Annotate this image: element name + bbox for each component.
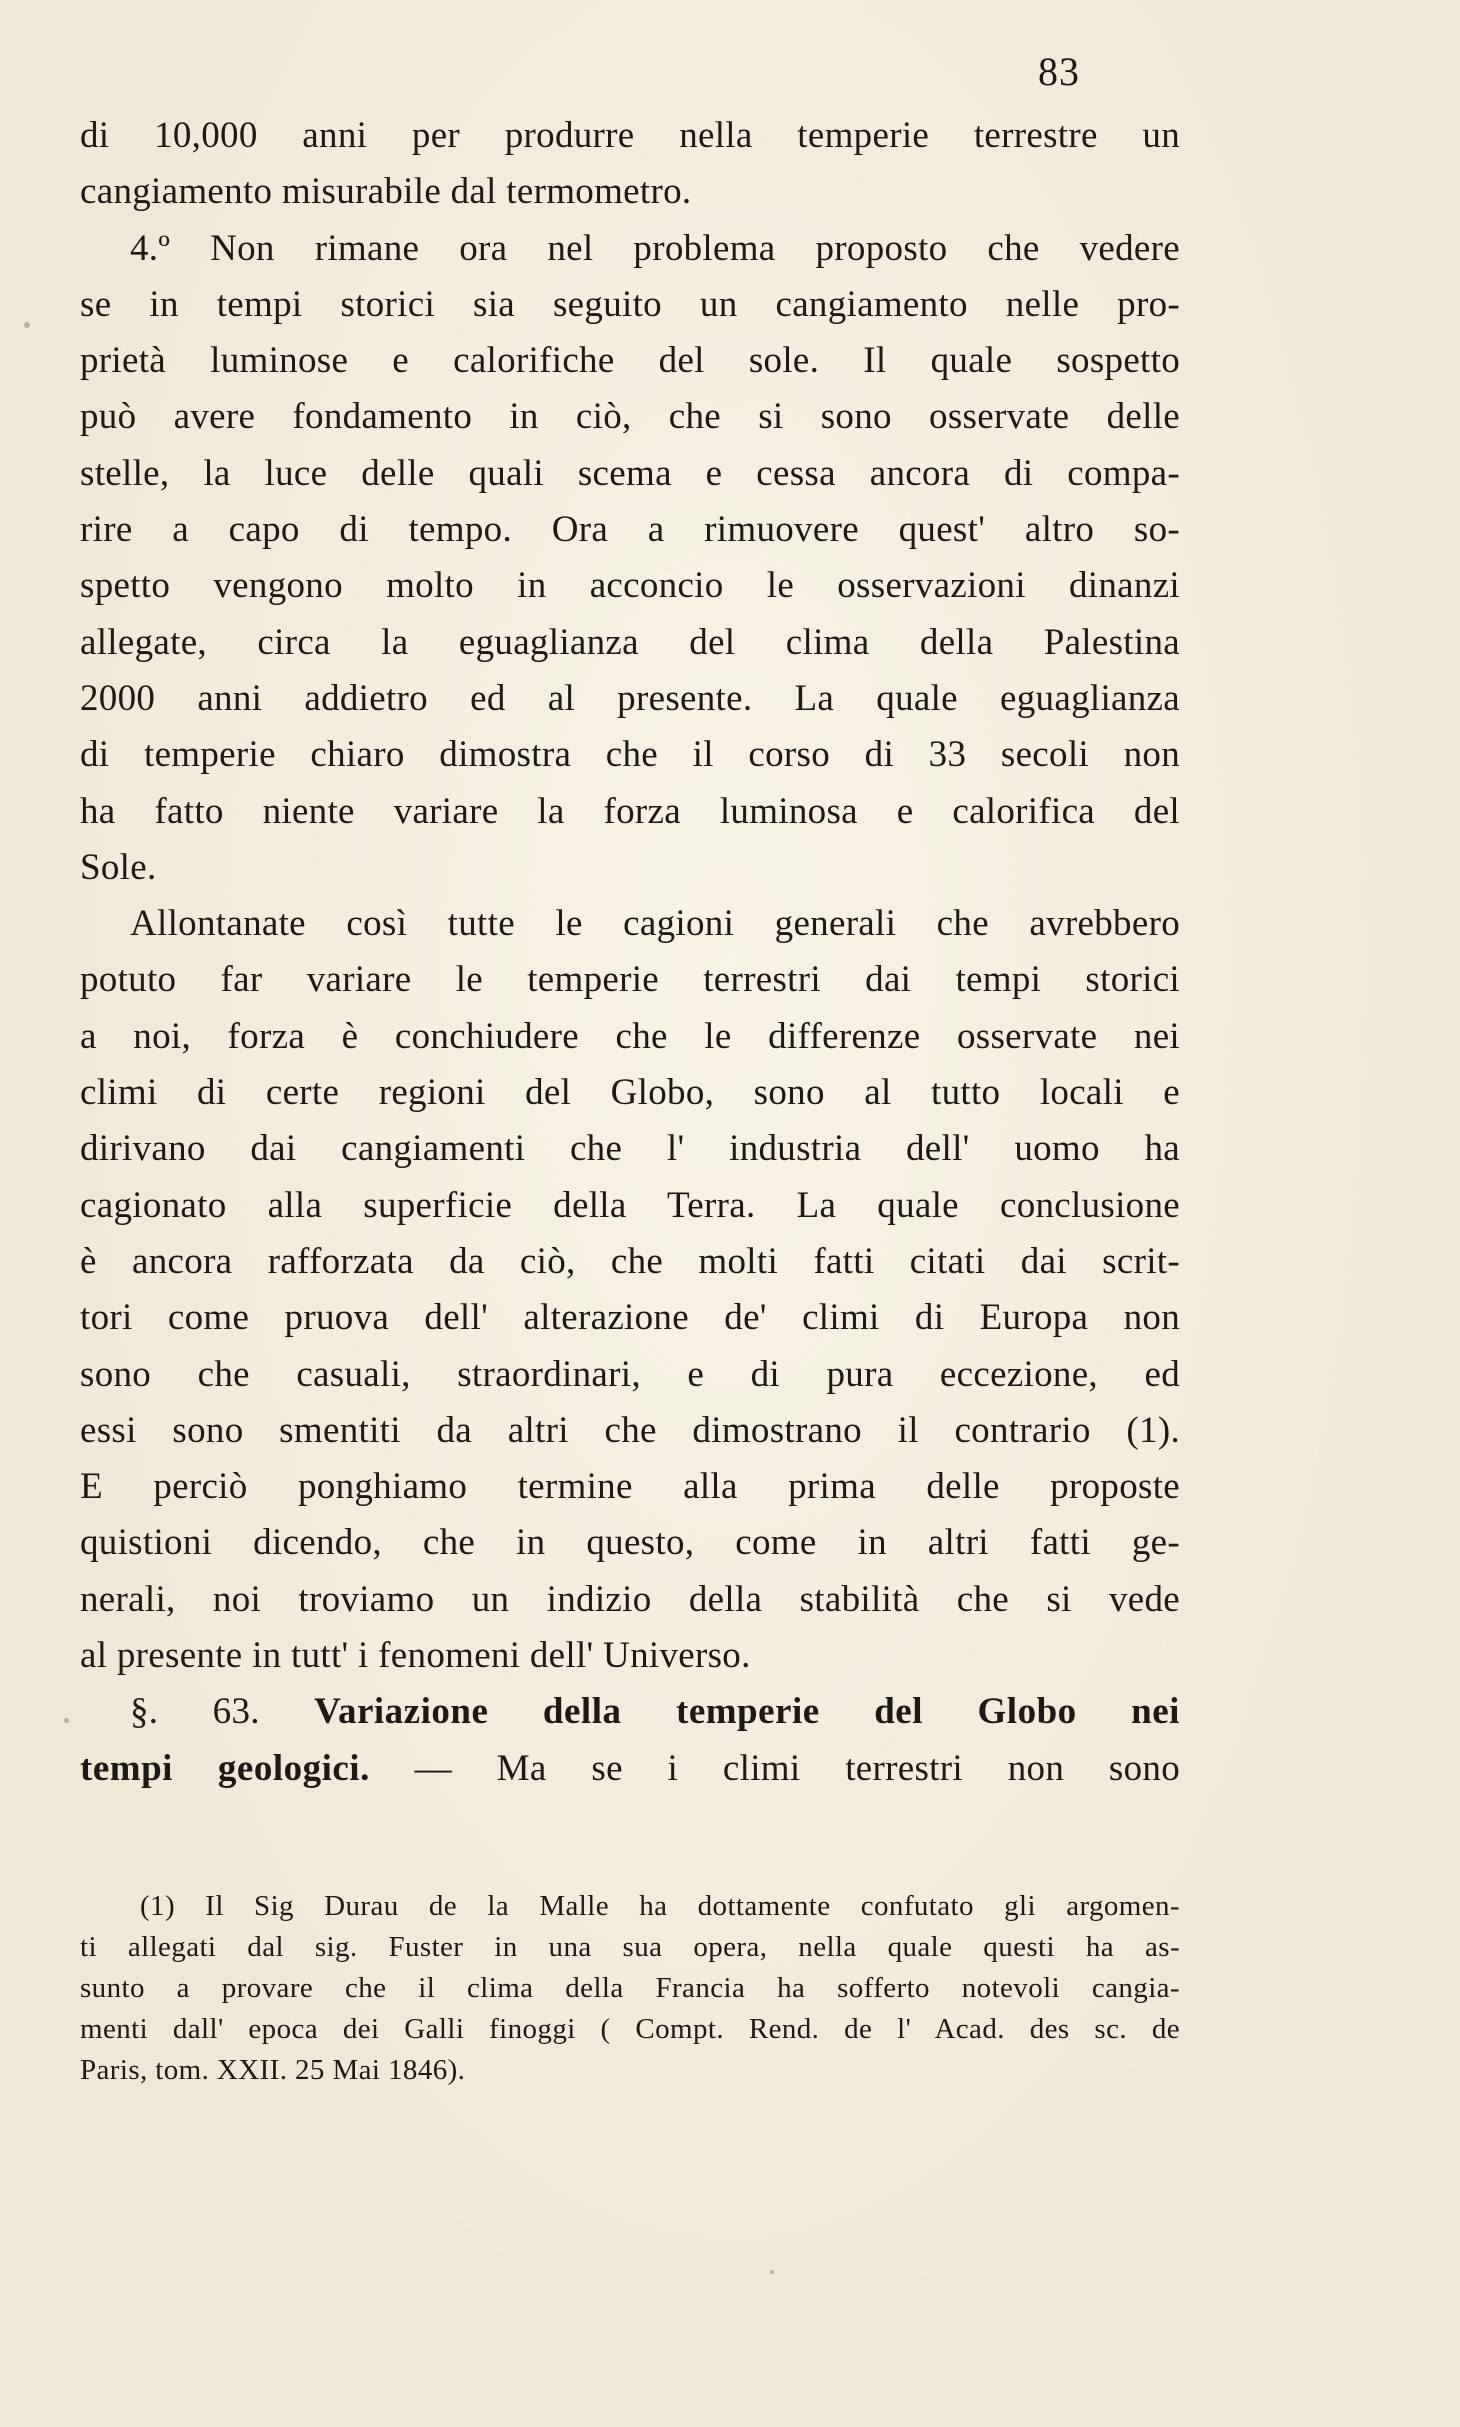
text-line: cagionato alla superficie della Terra. La quale conclusione <box>80 1184 1180 1226</box>
text-line: di 10,000 anni per produrre nella temperie terrestre un <box>80 115 1180 156</box>
paper-speck <box>64 1718 69 1723</box>
text-line: Allontanate così tutte le cagioni generali che avrebbero <box>130 903 1180 945</box>
text-line: 4.º Non rimane ora nel problema proposto che vedere <box>130 227 1180 269</box>
text-line: è ancora rafforzata da ciò, che molti fatti citati dai scrit- <box>80 1240 1180 1282</box>
text-line: Sole. <box>80 846 157 888</box>
section-title: tempi geologici. <box>80 1747 370 1789</box>
text-line: stelle, la luce delle quali scema e cessa ancora di compa- <box>80 452 1180 494</box>
text-line: può avere fondamento in ciò, che si sono osservate delle <box>80 396 1180 438</box>
text-line: sono che casuali, straordinari, e di pura eccezione, ed <box>80 1353 1180 1395</box>
text-line: tori come pruova dell' alterazione de' climi di Europa non <box>80 1297 1180 1339</box>
text-line: dirivano dai cangiamenti che l' industria dell' uomo ha <box>80 1128 1180 1170</box>
text-line: quistioni dicendo, che in questo, come in altri fatti ge- <box>80 1522 1180 1564</box>
paper-speck <box>770 2270 774 2274</box>
text-line: 2000 anni addietro ed al presente. La quale eguaglianza <box>80 677 1180 719</box>
footnote-line: Paris, tom. XXII. 25 Mai 1846). <box>80 2054 466 2086</box>
footnote-line: ti allegati dal sig. Fuster in una sua opera, nella quale questi ha as- <box>80 1931 1180 1963</box>
text-line: allegate, circa la eguaglianza del clima della Palestina <box>80 621 1180 663</box>
section-heading-line <box>80 1741 1180 1797</box>
text-line: cangiamento misurabile dal termometro. <box>80 171 692 213</box>
text-line: rire a capo di tempo. Ora a rimuovere quest' altro so- <box>80 509 1180 551</box>
text-line: al presente in tutt' i fenomeni dell' Universo. <box>80 1635 751 1677</box>
paper-speck <box>24 322 30 328</box>
footnotes <box>80 1886 1180 2091</box>
section-number: §. 63. <box>130 1691 260 1733</box>
section-title: Variazione della temperie del Globo nei <box>314 1691 1180 1733</box>
text-line: potuto far variare le temperie terrestri dai tempi storici <box>80 959 1180 1001</box>
text-line: essi sono smentiti da altri che dimostrano il contrario (1). <box>80 1409 1180 1451</box>
text-line: E perciò ponghiamo termine alla prima delle proposte <box>80 1466 1180 1508</box>
text-line: se in tempi storici sia seguito un cangiamento nelle pro- <box>80 283 1180 325</box>
footnote-line: menti dall' epoca dei Galli finoggi ( Compt. Rend. de l' Acad. des sc. de <box>80 2013 1180 2045</box>
text-line: spetto vengono molto in acconcio le osservazioni dinanzi <box>80 565 1180 607</box>
text-line: a noi, forza è conchiudere che le differenze osservate nei <box>80 1015 1180 1057</box>
text-line: prietà luminose e calorifiche del sole. Il quale sospetto <box>80 340 1180 382</box>
page-number: 83 <box>1038 49 1080 94</box>
text-line: nerali, noi troviamo un indizio della stabilità che si vede <box>80 1578 1180 1620</box>
footnote-line: (1) Il Sig Durau de la Malle ha dottamente confutato gli argomen- <box>140 1890 1180 1922</box>
section-heading-line <box>80 1684 1180 1740</box>
text-line: climi di certe regioni del Globo, sono al tutto locali e <box>80 1072 1180 1114</box>
text-line: ha fatto niente variare la forza luminosa e calorifica del <box>80 790 1180 832</box>
section-continuation: — Ma se i climi terrestri non sono <box>414 1747 1180 1789</box>
footnote-line: sunto a provare che il clima della Francia ha sofferto notevoli cangia- <box>80 1972 1180 2004</box>
text-line: di temperie chiaro dimostra che il corso di 33 secoli non <box>80 734 1180 776</box>
body-text <box>80 108 1180 1797</box>
